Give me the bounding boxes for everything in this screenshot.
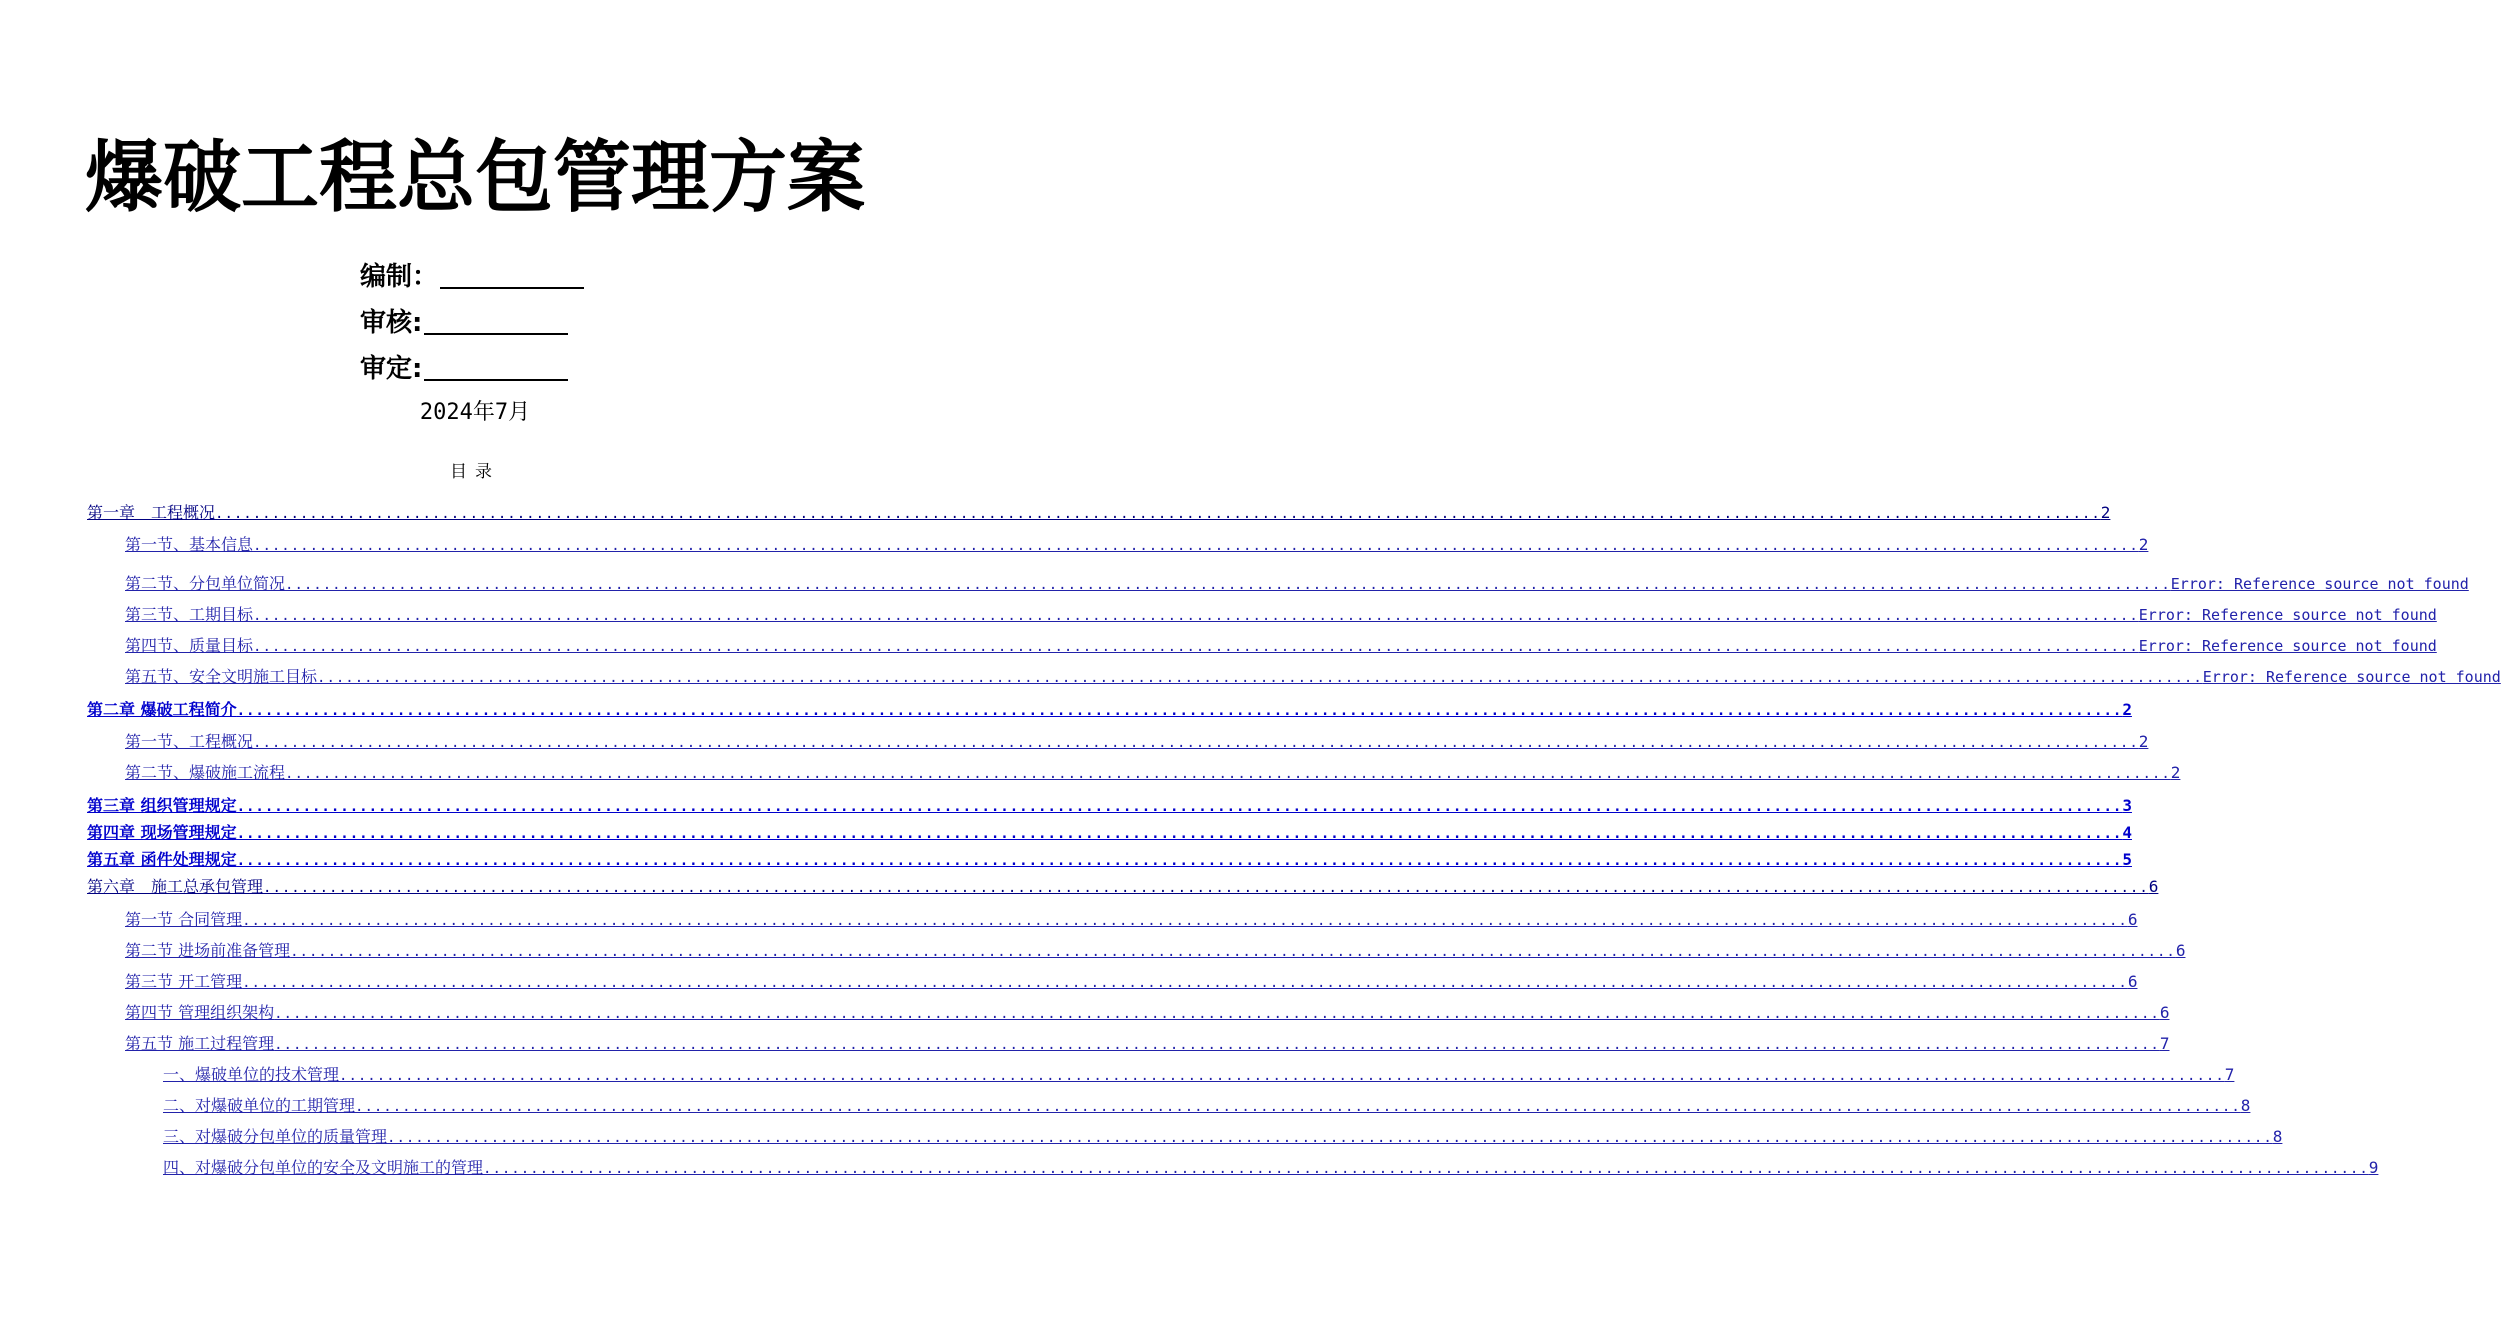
toc-entry[interactable]	[125, 533, 2149, 557]
toc-leader-dots: ........................................................................................................................................................................................................	[274, 1006, 2160, 1022]
toc-entry-label: 第三节、工期目标	[125, 605, 254, 624]
toc-entry-label: 第一章 工程概况	[87, 503, 216, 522]
approved-by-row	[360, 349, 568, 389]
toc-entry[interactable]	[87, 875, 2159, 899]
toc-leader-dots: ........................................................................................................................................................................................................	[242, 975, 2128, 991]
toc-leader-dots: ........................................................................................................................................................................................................	[236, 853, 2123, 869]
reviewed-by-blank	[424, 311, 568, 335]
toc-entry-label: 第一节 合同管理	[125, 910, 243, 929]
toc-entry-label: 第二节、爆破施工流程	[125, 763, 286, 782]
toc-entry[interactable]	[163, 1125, 2283, 1149]
toc-leader-dots: ........................................................................................................................................................................................................	[236, 799, 2123, 815]
toc-entry-label: 第二节 进场前准备管理	[125, 941, 291, 960]
toc-entry-page: 7	[2159, 1034, 2170, 1053]
reviewed-by-row	[360, 303, 568, 343]
toc-entry-page: 8	[2272, 1127, 2283, 1146]
toc-entry-label: 第四章 现场管理规定	[87, 823, 237, 842]
toc-entry[interactable]	[87, 848, 2132, 872]
toc-entry[interactable]	[87, 698, 2132, 722]
approved-by-label: 审定:	[360, 354, 423, 384]
document-title: 爆破工程总包管理方案	[84, 133, 865, 223]
toc-entry-page: Error: Reference source not found	[2138, 637, 2437, 655]
toc-leader-dots: ........................................................................................................................................................................................................	[339, 1068, 2225, 1084]
approved-by-blank	[424, 357, 568, 381]
toc-entry-page: 6	[2127, 972, 2138, 991]
toc-leader-dots: ........................................................................................................................................................................................................	[355, 1099, 2241, 1115]
toc-leader-dots: ........................................................................................................................................................................................................	[236, 703, 2123, 719]
toc-entry-label: 第三章 组织管理规定	[87, 796, 237, 815]
toc-entry-page: 6	[2175, 941, 2186, 960]
toc-entry[interactable]	[125, 970, 2138, 994]
toc-entry-label: 第二章 爆破工程简介	[87, 700, 237, 719]
toc-leader-dots: ........................................................................................................................................................................................................	[253, 639, 2139, 655]
toc-leader-dots: ........................................................................................................................................................................................................	[215, 506, 2101, 522]
toc-entry-label: 第四节、质量目标	[125, 636, 254, 655]
toc-entry[interactable]	[125, 603, 2437, 627]
toc-entry-page: 3	[2122, 796, 2132, 815]
toc-entry[interactable]	[163, 1094, 2251, 1118]
toc-entry-label: 第五节 施工过程管理	[125, 1034, 275, 1053]
toc-entry-label: 一、爆破单位的技术管理	[163, 1065, 340, 1084]
toc-leader-dots: ........................................................................................................................................................................................................	[253, 538, 2139, 554]
toc-entry-label: 第一节、工程概况	[125, 732, 254, 751]
toc-entry[interactable]	[125, 908, 2138, 932]
toc-entry-page: 5	[2122, 850, 2132, 869]
toc-entry-page: 2	[2100, 503, 2111, 522]
toc-entry-label: 三、对爆破分包单位的质量管理	[163, 1127, 388, 1146]
toc-entry-label: 第五节、安全文明施工目标	[125, 667, 318, 686]
toc-entry-page: 9	[2368, 1158, 2379, 1177]
toc-entry-page: 4	[2122, 823, 2132, 842]
toc-entry-page: 6	[2148, 877, 2159, 896]
prepared-by-label: 编制：	[360, 262, 439, 292]
toc-entry[interactable]	[125, 1001, 2170, 1025]
toc-leader-dots: ........................................................................................................................................................................................................	[253, 608, 2139, 624]
toc-leader-dots: ........................................................................................................................................................................................................	[317, 670, 2203, 686]
toc-entry-label: 第一节、基本信息	[125, 535, 254, 554]
toc-leader-dots: ........................................................................................................................................................................................................	[242, 913, 2128, 929]
toc-entry-label: 第五章 函件处理规定	[87, 850, 237, 869]
toc-entry-label: 四、对爆破分包单位的安全及文明施工的管理	[163, 1158, 484, 1177]
toc-entry-page: 6	[2127, 910, 2138, 929]
toc-entry[interactable]	[125, 761, 2181, 785]
document-date: 2024年7月	[419, 400, 531, 425]
toc-entry-label: 二、对爆破单位的工期管理	[163, 1096, 356, 1115]
toc-entry[interactable]	[87, 821, 2132, 845]
toc-entry[interactable]	[125, 572, 2469, 596]
toc-leader-dots: ........................................................................................................................................................................................................	[285, 766, 2171, 782]
toc-entry-page: 8	[2240, 1096, 2251, 1115]
toc-leader-dots: ........................................................................................................................................................................................................	[290, 944, 2176, 960]
toc-entry-page: 2	[2138, 732, 2149, 751]
toc-entry-page: 2	[2122, 700, 2132, 719]
toc-title: 目录	[450, 462, 500, 482]
prepared-by-blank	[440, 265, 584, 289]
toc-entry-page: Error: Reference source not found	[2170, 575, 2469, 593]
toc-entry-page: Error: Reference source not found	[2138, 606, 2437, 624]
toc-entry[interactable]	[125, 634, 2437, 658]
toc-entry[interactable]	[125, 1032, 2170, 1056]
toc-entry-label: 第三节 开工管理	[125, 972, 243, 991]
toc-entry-page: Error: Reference source not found	[2202, 668, 2501, 686]
toc-entry[interactable]	[163, 1156, 2379, 1180]
toc-leader-dots: ........................................................................................................................................................................................................	[483, 1161, 2369, 1177]
toc-leader-dots: ........................................................................................................................................................................................................	[274, 1037, 2160, 1053]
toc-entry[interactable]	[125, 665, 2501, 689]
toc-leader-dots: ........................................................................................................................................................................................................	[253, 735, 2139, 751]
toc-entry-page: 6	[2159, 1003, 2170, 1022]
toc-entry[interactable]	[163, 1063, 2235, 1087]
toc-entry-page: 7	[2224, 1065, 2235, 1084]
toc-entry-label: 第六章 施工总承包管理	[87, 877, 264, 896]
toc-entry[interactable]	[125, 939, 2186, 963]
toc-entry-page: 2	[2138, 535, 2149, 554]
toc-leader-dots: ........................................................................................................................................................................................................	[236, 826, 2123, 842]
toc-entry-label: 第四节 管理组织架构	[125, 1003, 275, 1022]
toc-entry-page: 2	[2170, 763, 2181, 782]
toc-entry[interactable]	[87, 501, 2111, 525]
reviewed-by-label: 审核:	[360, 308, 423, 338]
toc-entry-label: 第二节、分包单位简况	[125, 574, 286, 593]
toc-leader-dots: ........................................................................................................................................................................................................	[263, 880, 2149, 896]
toc-leader-dots: ........................................................................................................................................................................................................	[285, 577, 2171, 593]
prepared-by-row	[360, 257, 584, 297]
toc-entry[interactable]	[87, 794, 2132, 818]
toc-entry[interactable]	[125, 730, 2149, 754]
toc-leader-dots: ........................................................................................................................................................................................................	[387, 1130, 2273, 1146]
